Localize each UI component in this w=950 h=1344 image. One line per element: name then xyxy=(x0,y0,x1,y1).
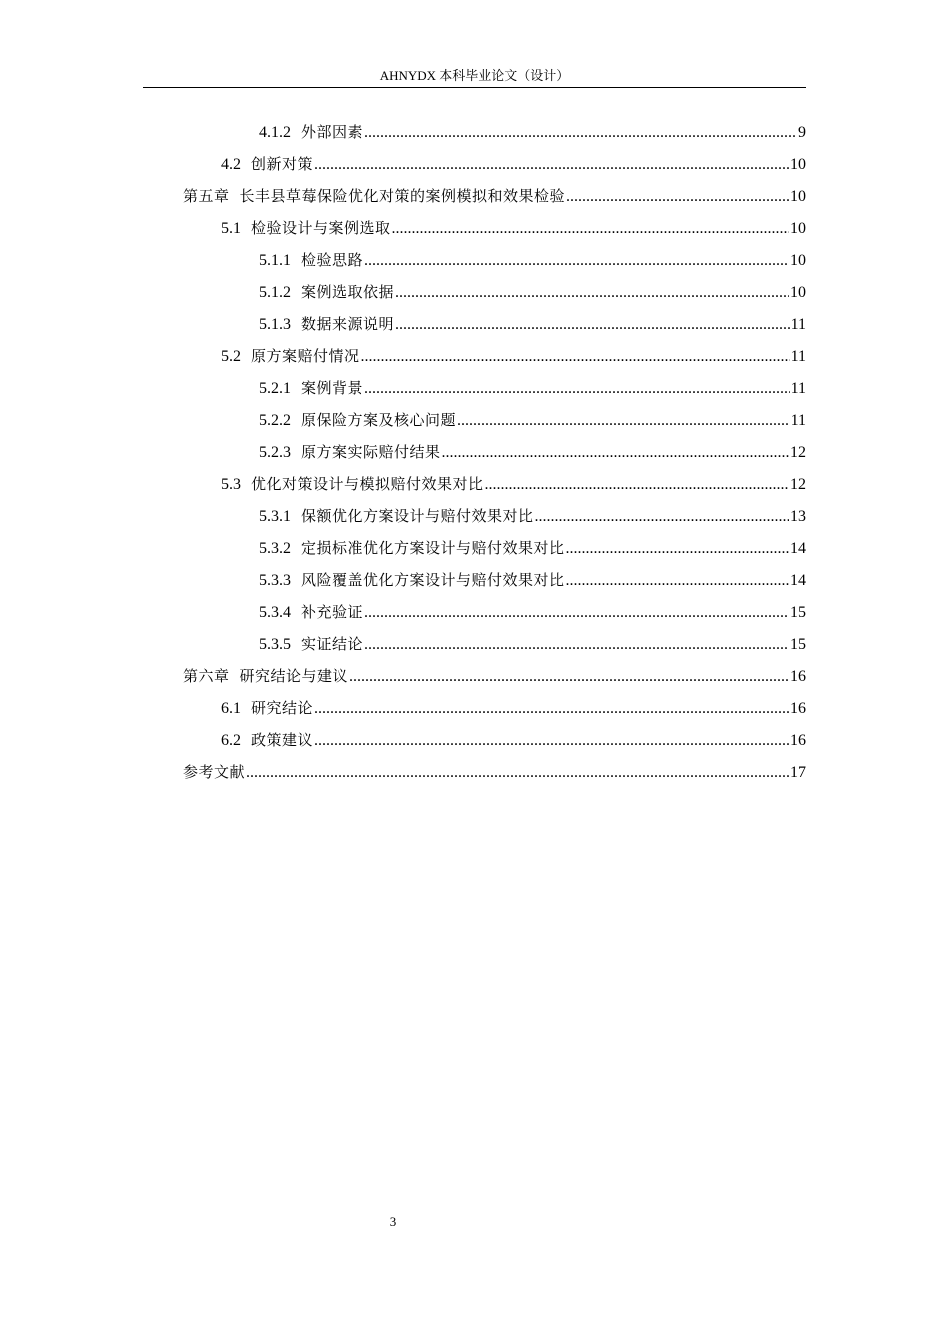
toc-entry-page: 11 xyxy=(790,316,806,333)
toc-entry-number: 5.1.3 xyxy=(259,316,291,333)
toc-entry-title: 实证结论 xyxy=(301,635,364,653)
toc-entry-page: 16 xyxy=(790,700,806,717)
toc-entry[interactable] xyxy=(183,660,806,692)
toc-entry-title: 数据来源说明 xyxy=(301,315,395,333)
toc-entry-page: 12 xyxy=(790,444,806,461)
toc-leader-dots xyxy=(392,213,789,245)
toc-entry-page: 11 xyxy=(790,412,806,429)
toc-entry[interactable] xyxy=(259,244,806,276)
toc-entry[interactable] xyxy=(221,148,806,180)
toc-entry-title: 案例背景 xyxy=(301,379,364,397)
toc-entry[interactable] xyxy=(259,308,806,340)
toc-entry-page: 13 xyxy=(790,508,806,525)
toc-leader-dots xyxy=(457,405,790,437)
toc-leader-dots xyxy=(566,181,789,213)
toc-entry-page: 14 xyxy=(790,540,806,557)
toc-entry-page: 10 xyxy=(790,188,806,205)
toc-entry-number: 5.1.2 xyxy=(259,284,291,301)
toc-entry-title: 长丰县草莓保险优化对策的案例模拟和效果检验 xyxy=(239,187,566,205)
toc-entry[interactable] xyxy=(259,564,806,596)
toc-entry[interactable] xyxy=(259,436,806,468)
toc-entry-number: 5.3.2 xyxy=(259,540,291,557)
toc-entry-title: 优化对策设计与模拟赔付效果对比 xyxy=(251,475,484,493)
toc-entry-number: 5.3 xyxy=(221,476,241,493)
toc-entry-title: 研究结论 xyxy=(251,699,314,717)
toc-entry-title: 原方案实际赔付结果 xyxy=(301,443,441,461)
toc-leader-dots xyxy=(535,501,789,533)
toc-entry-page: 10 xyxy=(790,156,806,173)
toc-entry[interactable] xyxy=(221,212,806,244)
toc-entry-title: 政策建议 xyxy=(251,731,314,749)
toc-entry[interactable] xyxy=(221,724,806,756)
toc-entry-title: 原保险方案及核心问题 xyxy=(301,411,457,429)
toc-entry-page: 15 xyxy=(790,604,806,621)
toc-entry-page: 14 xyxy=(790,572,806,589)
toc-entry[interactable] xyxy=(183,180,806,212)
toc-entry-number: 6.1 xyxy=(221,700,241,717)
toc-entry[interactable] xyxy=(259,116,806,148)
toc-entry-number: 5.3.4 xyxy=(259,604,291,621)
page-number: 3 xyxy=(389,1214,397,1229)
toc-entry-number: 4.1.2 xyxy=(259,124,291,141)
toc-entry-page: 10 xyxy=(790,284,806,301)
page-header: AHNYDX 本科毕业论文（设计） xyxy=(379,68,570,83)
toc-entry-title: 研究结论与建议 xyxy=(239,667,349,685)
toc-entry-number: 5.2.1 xyxy=(259,380,291,397)
toc-entry-number: 6.2 xyxy=(221,732,241,749)
toc-leader-dots xyxy=(349,661,789,693)
toc-entry[interactable] xyxy=(221,340,806,372)
toc-entry-title: 风险覆盖优化方案设计与赔付效果对比 xyxy=(301,571,565,589)
toc-entry[interactable] xyxy=(259,596,806,628)
toc-leader-dots xyxy=(395,309,790,341)
toc-entry-title: 参考文献 xyxy=(183,763,246,781)
toc-entry-title: 创新对策 xyxy=(251,155,314,173)
toc-entry-title: 外部因素 xyxy=(301,123,364,141)
toc-entry-number: 第五章 xyxy=(183,187,230,205)
toc-leader-dots xyxy=(364,245,789,277)
toc-entry-number: 5.3.1 xyxy=(259,508,291,525)
toc-leader-dots xyxy=(361,341,790,373)
toc-entry-page: 9 xyxy=(798,124,806,141)
toc-entry-number: 5.2.3 xyxy=(259,444,291,461)
toc-leader-dots xyxy=(442,437,789,469)
toc-leader-dots xyxy=(364,597,789,629)
header-rule xyxy=(143,87,806,88)
toc-leader-dots xyxy=(314,149,789,181)
toc-leader-dots xyxy=(364,629,789,661)
toc-entry-title: 保额优化方案设计与赔付效果对比 xyxy=(301,507,534,525)
toc-entry[interactable] xyxy=(221,468,806,500)
toc-entry[interactable] xyxy=(259,628,806,660)
toc-leader-dots xyxy=(364,117,797,149)
toc-entry[interactable] xyxy=(259,532,806,564)
toc-entry-title: 案例选取依据 xyxy=(301,283,395,301)
toc-entry-title: 补充验证 xyxy=(301,603,364,621)
toc-leader-dots xyxy=(485,469,789,501)
toc-entry-title: 定损标准优化方案设计与赔付效果对比 xyxy=(301,539,565,557)
toc-entry-page: 16 xyxy=(790,732,806,749)
toc-entry-title: 原方案赔付情况 xyxy=(251,347,360,365)
toc-entry[interactable] xyxy=(259,500,806,532)
toc-entry-page: 11 xyxy=(790,348,806,365)
toc-entry-page: 17 xyxy=(790,764,806,781)
toc-entry-title: 检验设计与案例选取 xyxy=(251,219,391,237)
toc-leader-dots xyxy=(395,277,789,309)
toc-entry[interactable] xyxy=(259,276,806,308)
toc-leader-dots xyxy=(246,757,789,789)
toc-entry-number: 5.2 xyxy=(221,348,241,365)
toc-leader-dots xyxy=(314,725,789,757)
toc-entry-number: 5.3.3 xyxy=(259,572,291,589)
toc-entry[interactable] xyxy=(259,404,806,436)
toc-entry[interactable] xyxy=(259,372,806,404)
toc-entry-page: 15 xyxy=(790,636,806,653)
toc-entry-page: 10 xyxy=(790,252,806,269)
toc-entry-title: 检验思路 xyxy=(301,251,364,269)
toc-entry-number: 第六章 xyxy=(183,667,230,685)
toc-entry-page: 12 xyxy=(790,476,806,493)
toc-leader-dots xyxy=(364,373,790,405)
toc-leader-dots xyxy=(314,693,789,725)
toc-leader-dots xyxy=(566,533,789,565)
toc-entry-page: 16 xyxy=(790,668,806,685)
toc-leader-dots xyxy=(566,565,789,597)
toc-entry-page: 11 xyxy=(790,380,806,397)
toc-entry-number: 5.3.5 xyxy=(259,636,291,653)
toc-entry-number: 5.1 xyxy=(221,220,241,237)
toc-entry-number: 5.2.2 xyxy=(259,412,291,429)
toc-entry[interactable] xyxy=(221,692,806,724)
toc-entry-number: 4.2 xyxy=(221,156,241,173)
toc-entry[interactable] xyxy=(183,756,806,788)
toc-entry-number: 5.1.1 xyxy=(259,252,291,269)
toc-entry-page: 10 xyxy=(790,220,806,237)
